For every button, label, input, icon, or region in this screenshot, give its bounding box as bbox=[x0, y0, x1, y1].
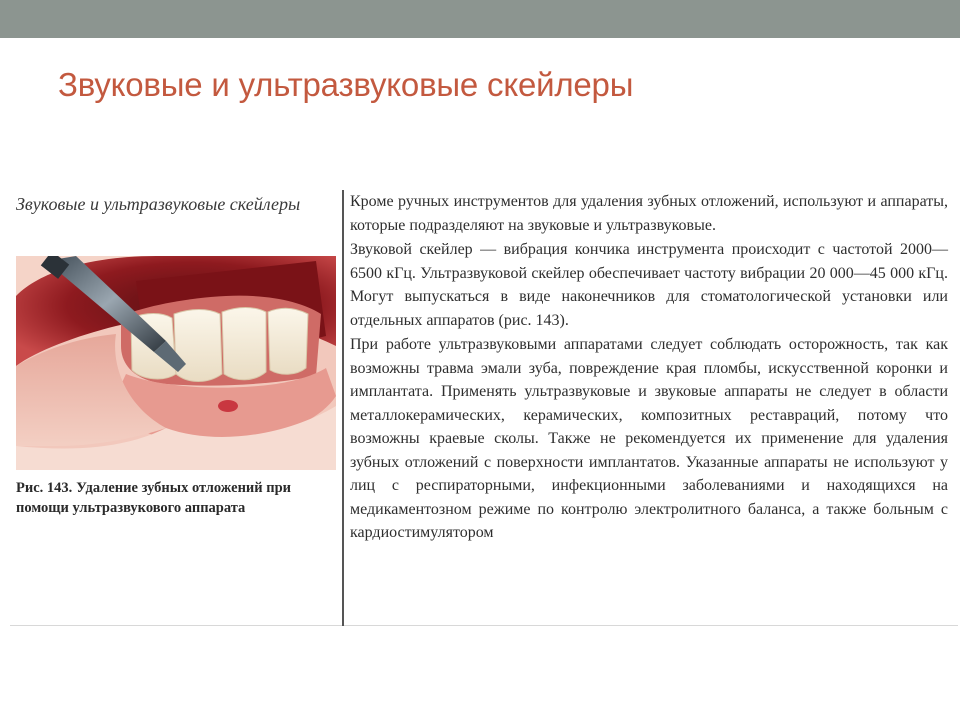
top-bar bbox=[0, 0, 960, 38]
dental-scaler-photo bbox=[16, 256, 336, 470]
scan-bottom-border bbox=[10, 625, 958, 626]
book-side-heading: Звуковые и ультразвуковые скейлеры bbox=[16, 194, 301, 214]
column-divider bbox=[342, 190, 344, 626]
paragraph-sound-scaler: Звуковой скейлер — вибрация кончика инструмента происходит с частотой 2000—6500 кГц. Ультразвуковой скейлер обеспечивает частоту вибрации 20 000—45 000 кГц. Могут выпускаться в виде наконечников для стоматологической установки или отдельных аппаратов (рис. 143). bbox=[350, 241, 948, 329]
paragraph-precautions: При работе ультразвуковыми аппаратами следует соблюдать осторожность, так как возможны травма эмали зуба, повреждение края пломбы, искусственной коронки и имплантата. Применять ультразвуковые и звуковые аппараты не следует в области металлокерамических, керамических, композитных реставраций, потому что возможны краевые сколы. Также не рекомендуется их применение для удаления зубных отложений с поверхности имплантатов. Указанные аппараты не используют у лиц с респираторными, инфекционными заболеваниями и находящихся на медикаментозном режиме по контролю электролитного баланса, а также больным с кардиостимулятором bbox=[350, 336, 948, 541]
figure-caption-text: Удаление зубных отложений при помощи ультразвукового аппарата bbox=[16, 480, 292, 516]
paragraph-intro: Кроме ручных инструментов для удаления зубных отложений, используют и аппараты, которые подразделяют на звуковые и ультразвуковые. bbox=[350, 193, 948, 234]
book-body-text bbox=[350, 190, 948, 545]
slide-title: Звуковые и ультразвуковые скейлеры bbox=[58, 66, 634, 103]
figure-caption bbox=[16, 478, 340, 518]
figure-number: Рис. 143. bbox=[16, 480, 73, 496]
